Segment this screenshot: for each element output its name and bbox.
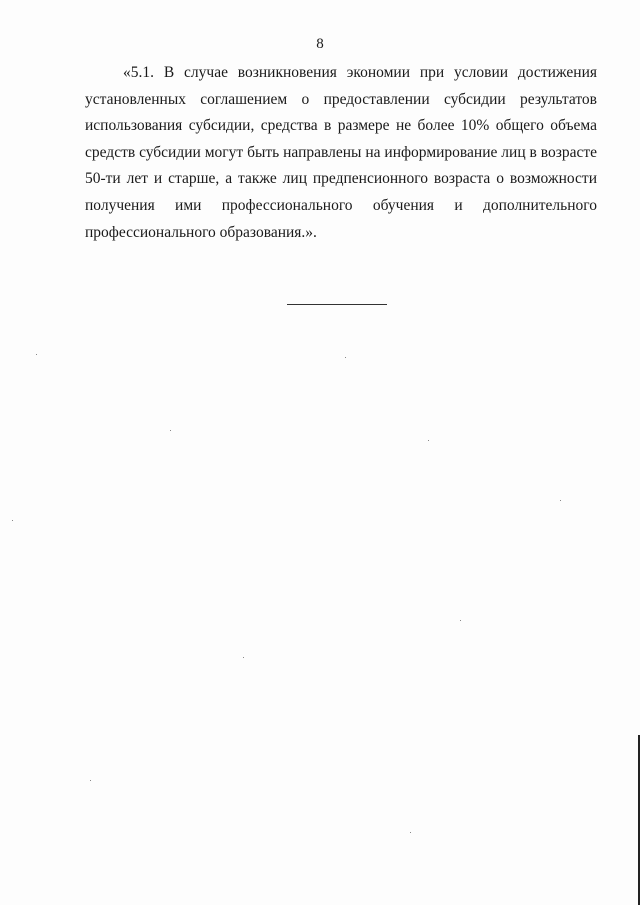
paragraph-line-4: средств субсидии могут быть направлены на информирование лиц в возрасте [85,143,597,161]
scan-speck [36,354,37,355]
scan-speck [410,832,411,833]
paragraph-line-7: профессионального образования.». [85,223,317,241]
scan-speck [12,520,13,521]
scan-speck [170,430,171,431]
end-separator-line [287,304,387,305]
paragraph-line-2: установленных соглашением о предоставлении субсидии результатов [85,90,597,108]
scan-speck [243,657,244,658]
page-number: 8 [316,36,324,52]
paragraph-line-3: использования субсидии, средства в размере не более 10% общего объема [85,117,597,135]
paragraph-line-5: 50-ти лет и старше, а также лиц предпенсионного возраста о возможности [85,170,597,188]
paragraph-line-6: получения ими профессионального обучения и дополнительного [85,196,597,214]
amendment-paragraph [85,60,597,246]
scan-speck [428,440,429,441]
paragraph-line-1: «5.1. В случае возникновения экономии при условии достижения [123,64,597,81]
scan-speck [460,620,461,621]
scan-speck [345,357,346,358]
scan-speck [560,500,561,501]
scan-speck [90,780,91,781]
